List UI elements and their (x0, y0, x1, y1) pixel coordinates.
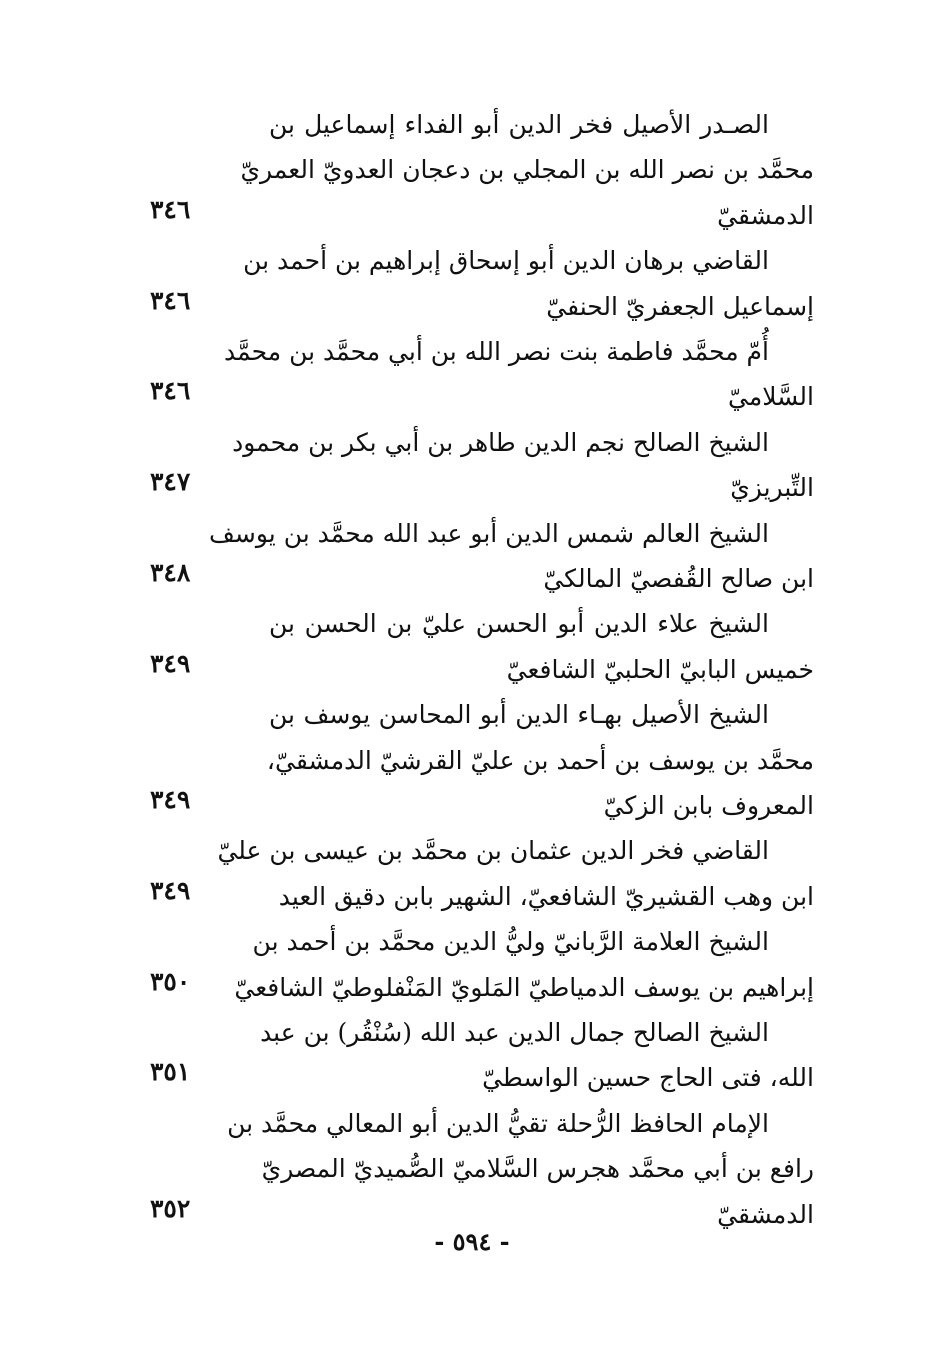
entry-title-line: الشيخ علاء الدين أبو الحسن عليّ بن الحسن بن (269, 609, 769, 638)
page-number: ٣٤٩ (150, 876, 191, 905)
entry-continuation-line: التِّبريزيّ (730, 473, 814, 502)
page-number: ٣٥٠ (150, 967, 191, 996)
entry-continuation-line: إسماعيل الجعفريّ الحنفيّ (546, 292, 814, 321)
entry-continuation-line: ابن وهب القشيريّ الشافعيّ، الشهير بابن دقيق العيد (278, 882, 814, 911)
entry-title-line: أُمّ محمَّد فاطمة بنت نصر الله بن أبي محمَّد بن محمَّد (224, 337, 769, 366)
entry-continuation-line: الدمشقيّ (717, 201, 814, 230)
entry-title-line: الشيخ العالم شمس الدين أبو عبد الله محمَّد بن يوسف (209, 519, 769, 548)
page-number: ٣٤٦ (150, 195, 191, 224)
entry-continuation-line: إبراهيم بن يوسف الدمياطيّ المَلويّ المَنْفلوطيّ الشافعيّ (234, 973, 814, 1002)
entry-title-line: القاضي برهان الدين أبو إسحاق إبراهيم بن أحمد بن (243, 246, 769, 275)
entry-continuation-line: رافع بن أبي محمَّد هجرس السَّلاميّ الصُّميديّ المصريّ (261, 1154, 814, 1183)
entry-continuation-line: السَّلاميّ (727, 382, 814, 411)
entry-continuation-line: الله، فتى الحاج حسين الواسطيّ (482, 1063, 814, 1092)
page-folio: - ٥٩٤ - (434, 1227, 510, 1256)
entry-title-line: الصـدر الأصيل فخر الدين أبو الفداء إسماعيل بن (269, 110, 769, 139)
page-number: ٣٤٩ (150, 785, 191, 814)
entry-title-line: القاضي فخر الدين عثمان بن محمَّد بن عيسى بن عليّ (217, 836, 769, 865)
page-number: ٣٤٦ (150, 286, 191, 315)
page-number: ٣٤٧ (150, 467, 191, 496)
entry-continuation-line: المعروف بابن الزكيّ (603, 791, 814, 820)
page-number: ٣٤٦ (150, 376, 191, 405)
entry-title-line: الشيخ الصالح نجم الدين طاهر بن أبي بكر بن محمود (232, 428, 769, 457)
entry-title-line: الشيخ الصالح جمال الدين عبد الله (سُنْقُر) بن عبد (260, 1018, 769, 1047)
page-number: ٣٤٩ (150, 649, 191, 678)
entry-title-line: الإمام الحافظ الرُّحلة تقيُّ الدين أبو المعالي محمَّد بن (227, 1109, 769, 1138)
entry-continuation-line: محمَّد بن يوسف بن أحمد بن عليّ القرشيّ الدمشقيّ، (266, 746, 814, 775)
entry-title-line: الشيخ العلامة الرَّبانيّ وليُّ الدين محمَّد بن أحمد بن (252, 927, 769, 956)
entry-continuation-line: خميس البابيّ الحلبيّ الشافعيّ (506, 655, 814, 684)
page-number: ٣٥١ (150, 1057, 191, 1086)
entry-title-line: الشيخ الأصيل بهـاء الدين أبو المحاسن يوسف بن (269, 700, 769, 729)
entry-continuation-line: ابن صالح القُفصيّ المالكيّ (543, 564, 814, 593)
entry-continuation-line: محمَّد بن نصر الله بن المجلي بن دعجان العدويّ العمريّ (240, 155, 814, 184)
page-number: ٣٤٨ (150, 558, 191, 587)
entry-continuation-line: الدمشقيّ (717, 1200, 814, 1229)
page-number: ٣٥٢ (150, 1194, 191, 1223)
